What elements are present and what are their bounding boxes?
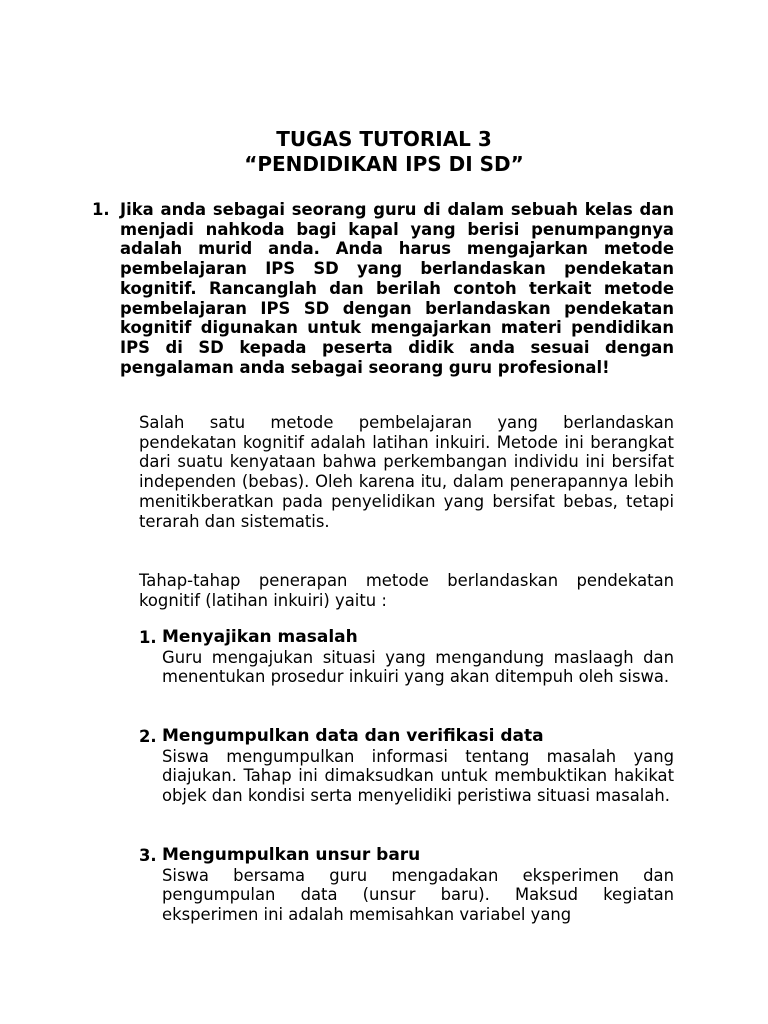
step-item <box>139 846 674 925</box>
step-number: 3. <box>139 846 157 865</box>
step-number: 1. <box>139 628 157 647</box>
question-item <box>92 200 674 377</box>
question-text: Jika anda sebagai seorang guru di dalam sebuah kelas dan menjadi nahkoda bagi kapal yang berisi penumpangnya adalah murid anda. Anda harus mengajarkan metode pembelajaran IPS SD yang berlandaskan pendekatan kognitif. Rancanglah dan berilah contoh terkait metode pembelajaran IPS SD dengan berlandaskan pendekatan kognitif digunakan untuk mengajarkan materi pendidikan IPS di SD kepada peserta didik anda sesuai dengan pengalaman anda sebagai seorang guru profesional! <box>120 200 674 377</box>
answer-paragraph-intro: Salah satu metode pembelajaran yang berlandaskan pendekatan kognitif adalah latihan inkuiri. Metode ini berangkat dari suatu kenyataan bahwa perkembangan individu ini bersifat independen (bebas). Oleh karena itu, dalam penerapannya lebih menitikberatkan pada penyelidikan yang bersifat bebas, tetapi terarah dan sistematis. <box>139 413 674 531</box>
document-title: TUGAS TUTORIAL 3 <box>276 127 492 151</box>
step-item <box>139 727 674 806</box>
step-item <box>139 628 674 687</box>
step-description: Siswa mengumpulkan informasi tentang masalah yang diajukan. Tahap ini dimaksudkan untuk membuktikan hakikat objek dan kondisi serta menyelidiki peristiwa situasi masalah. <box>162 746 674 806</box>
step-title: Mengumpulkan data dan verifikasi data <box>162 726 544 746</box>
step-description: Siswa bersama guru mengadakan eksperimen dan pengumpulan data (unsur baru). Maksud kegiatan eksperimen ini adalah memisahkan variabel yang <box>162 865 674 925</box>
step-title: Menyajikan masalah <box>162 627 358 647</box>
step-number: 2. <box>139 727 157 746</box>
question-number: 1. <box>92 200 110 219</box>
step-title: Mengumpulkan unsur baru <box>162 845 421 865</box>
answer-paragraph-stages: Tahap-tahap penerapan metode berlandaskan pendekatan kognitif (latihan inkuiri) yaitu : <box>139 571 674 610</box>
step-description: Guru mengajukan situasi yang mengandung maslaagh dan menentukan prosedur inkuiri yang akan ditempuh oleh siswa. <box>162 647 674 687</box>
document-subtitle: “PENDIDIKAN IPS DI SD” <box>244 152 524 176</box>
